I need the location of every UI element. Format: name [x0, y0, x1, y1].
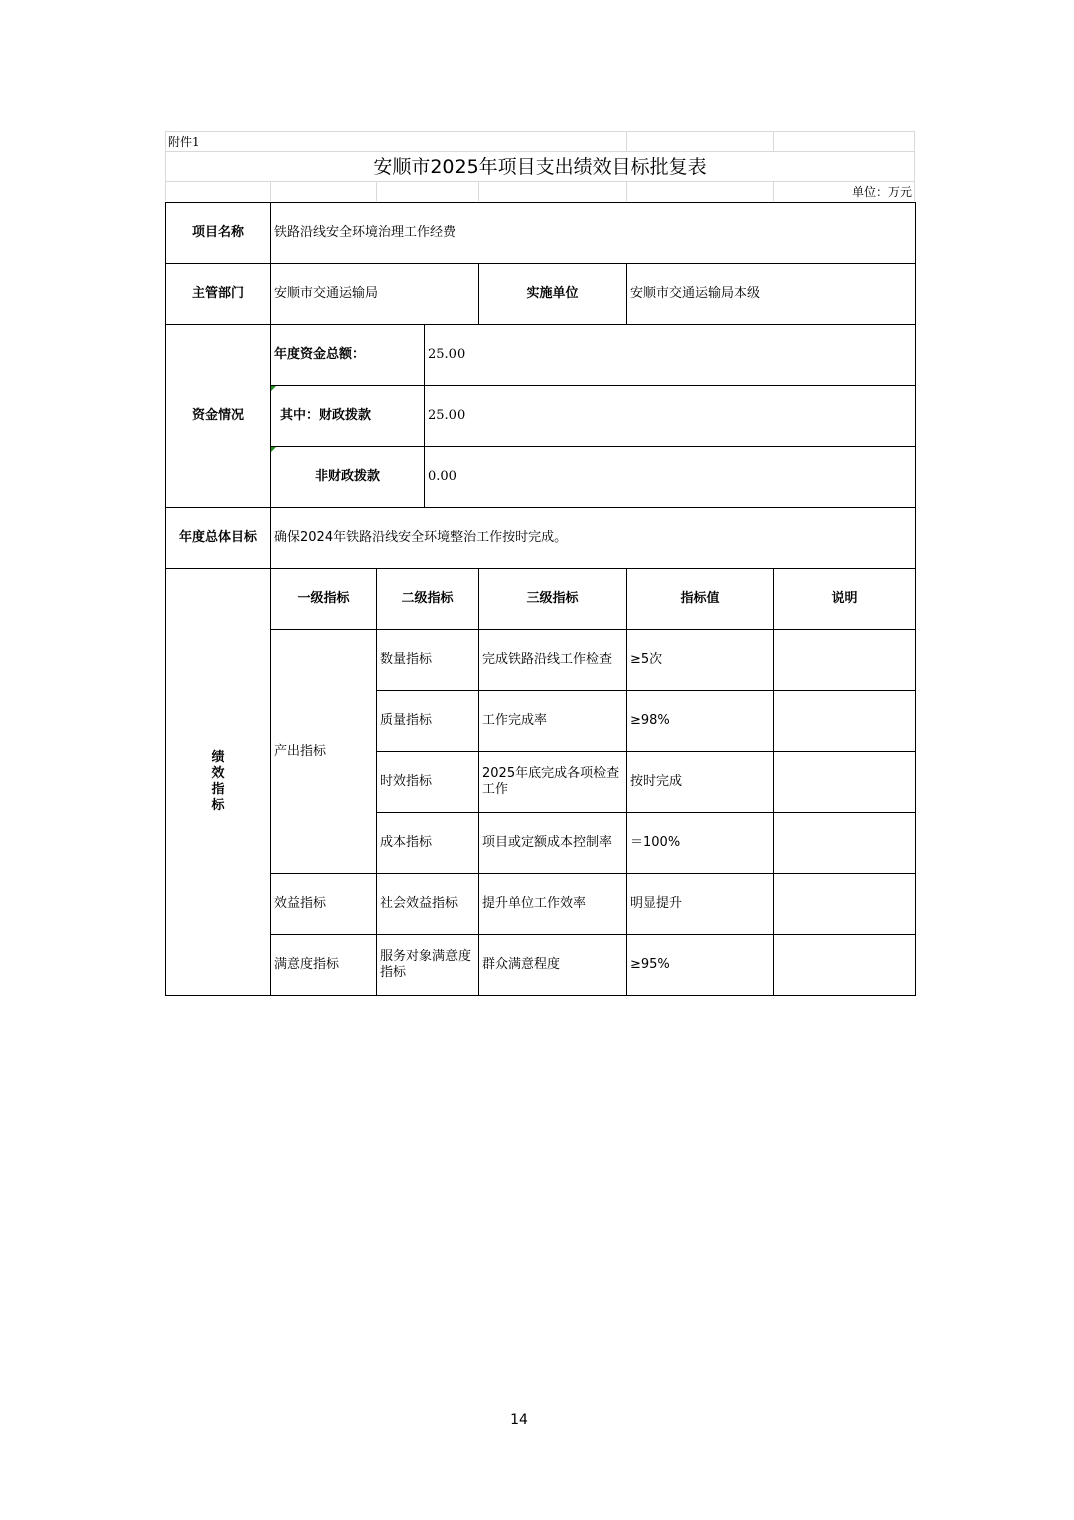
level2-cell: 成本指标: [377, 813, 479, 874]
performance-char-4: 标: [211, 798, 225, 813]
table-row: [166, 630, 916, 691]
header-level3: 三级指标: [479, 569, 627, 630]
level3-cell: 完成铁路沿线工作检查: [479, 630, 627, 691]
indicator-value-cell: ≥98%: [627, 691, 774, 752]
level2-cell: 质量指标: [377, 691, 479, 752]
performance-char-2: 效: [211, 766, 225, 781]
table-row: [166, 935, 916, 996]
level3-cell: 2025年底完成各项检查工作: [479, 752, 627, 813]
level2-cell: 服务对象满意度指标: [377, 935, 479, 996]
department-value: 安顺市交通运输局: [271, 264, 479, 325]
level1-benefit: 效益指标: [271, 874, 377, 935]
table-row: [166, 874, 916, 935]
funds-fiscal-value: 25.00: [425, 386, 916, 447]
header-value: 指标值: [627, 569, 774, 630]
project-name-row: [166, 203, 916, 264]
level3-cell: 提升单位工作效率: [479, 874, 627, 935]
project-name-value: 铁路沿线安全环境治理工作经费: [271, 203, 916, 264]
note-cell: [774, 813, 916, 874]
note-cell: [774, 874, 916, 935]
performance-target-table: [165, 202, 916, 996]
funds-total-label: 年度资金总额：: [271, 325, 425, 386]
note-cell: [774, 691, 916, 752]
project-name-label: 项目名称: [166, 203, 271, 264]
performance-char-3: 指: [211, 782, 225, 797]
indicator-value-cell: 明显提升: [627, 874, 774, 935]
annual-goal-label: 年度总体目标: [166, 508, 271, 569]
funds-total-value: 25.00: [425, 325, 916, 386]
header-note: 说明: [774, 569, 916, 630]
funds-nonfiscal-label: 非财政拨款: [271, 447, 425, 508]
page-number: 14: [510, 1412, 528, 1428]
annual-goal-value: 确保2024年铁路沿线安全环境整治工作按时完成。: [271, 508, 916, 569]
funds-nonfiscal-row: [166, 447, 916, 508]
page-title: 安顺市2025年项目支出绩效目标批复表: [373, 156, 707, 178]
level2-cell: 数量指标: [377, 630, 479, 691]
department-label: 主管部门: [166, 264, 271, 325]
annex-label: 附件1: [168, 135, 200, 149]
header-level2: 二级指标: [377, 569, 479, 630]
note-cell: [774, 752, 916, 813]
note-cell: [774, 630, 916, 691]
department-row: [166, 264, 916, 325]
indicator-value-cell: ≥5次: [627, 630, 774, 691]
annual-goal-row: [166, 508, 916, 569]
impl-unit-label: 实施单位: [479, 264, 627, 325]
level1-satisfaction: 满意度指标: [271, 935, 377, 996]
level2-cell: 社会效益指标: [377, 874, 479, 935]
funds-fiscal-label: 其中：财政拨款: [271, 386, 425, 447]
level2-cell: 时效指标: [377, 752, 479, 813]
performance-char-1: 绩: [211, 750, 225, 765]
level3-cell: 工作完成率: [479, 691, 627, 752]
indicator-value-cell: 按时完成: [627, 752, 774, 813]
funds-total-row: [166, 325, 916, 386]
impl-unit-value: 安顺市交通运输局本级: [627, 264, 916, 325]
note-cell: [774, 935, 916, 996]
indicator-value-cell: ＝100%: [627, 813, 774, 874]
level1-output: 产出指标: [271, 630, 377, 874]
level3-cell: 项目或定额成本控制率: [479, 813, 627, 874]
funds-label: 资金情况: [166, 325, 271, 508]
indicator-header-row: [166, 569, 916, 630]
indicator-value-cell: ≥95%: [627, 935, 774, 996]
funds-nonfiscal-value: 0.00: [425, 447, 916, 508]
level3-cell: 群众满意程度: [479, 935, 627, 996]
funds-fiscal-row: [166, 386, 916, 447]
performance-indicator-label: [166, 569, 271, 996]
unit-label: 单位：万元: [851, 185, 912, 199]
header-level1: 一级指标: [271, 569, 377, 630]
